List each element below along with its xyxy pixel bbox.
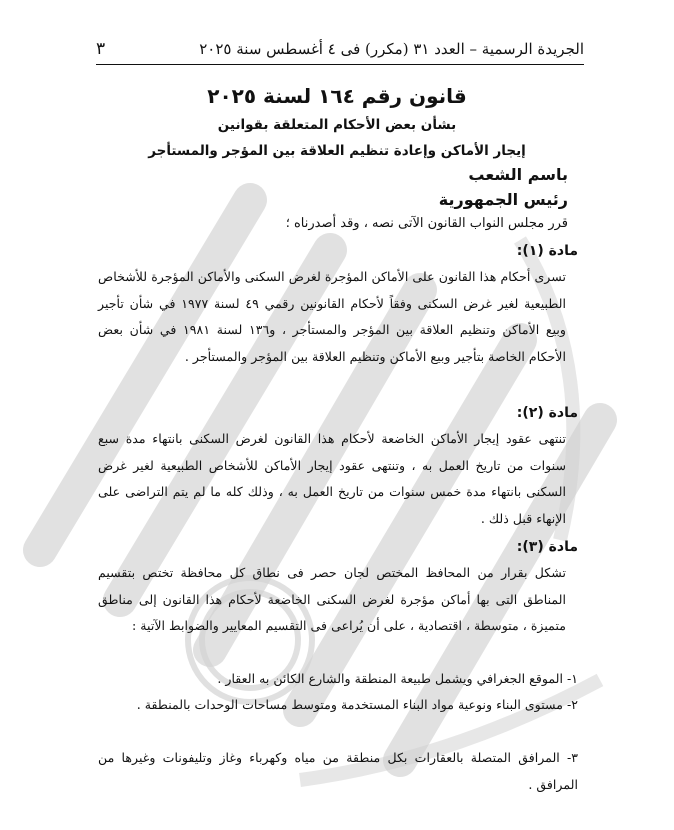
gazette-issue-line: الجريدة الرسمية – العدد ٣١ (مكرر) فى ٤ أغسطس سنة ٢٠٢٥ bbox=[199, 40, 584, 58]
article-2-heading: مادة (٢): bbox=[516, 405, 578, 421]
in-the-name-of-people: باسم الشعب bbox=[468, 165, 568, 184]
law-subtitle-line2: إيجار الأماكن وإعادة تنظيم العلاقة بين المؤجر والمستأجر bbox=[148, 143, 526, 159]
article-3-item-2: ٢- مستوى البناء ونوعية مواد البناء المستخدمة ومتوسط مساحات الوحدات بالمنطقة . bbox=[136, 697, 578, 712]
page-number: ٣ bbox=[96, 39, 106, 59]
article-3-heading: مادة (٣): bbox=[516, 539, 578, 555]
article-2-text: تنتهى عقود إيجار الأماكن الخاضعة لأحكام هذا القانون لغرض السكنى بانتهاء مدة سبع سنوات من تاريخ العمل به ، وتنتهى عقود إيجار الأماكن للأشخاص الطبيعية لغير غرض السكنى بانتهاء مدة خمس سنوات من تاريخ العمل به ، وذلك كله ما لم يتم التراضى على الإنهاء قبل ذلك . bbox=[98, 431, 566, 526]
article-3-item-3: ٣- المرافق المتصلة بالعقارات بكل منطقة من مياه وكهرباء وغاز وتليفونات وغيرها من المرافق . bbox=[98, 750, 578, 792]
header-divider bbox=[96, 64, 584, 65]
article-3-item-1: ١- الموقع الجغرافي ويشمل طبيعة المنطقة والشارع الكائن به العقار . bbox=[217, 671, 578, 686]
preamble: قرر مجلس النواب القانون الآتى نصه ، وقد أصدرناه ؛ bbox=[285, 216, 568, 231]
law-title: قانون رقم ١٦٤ لسنة ٢٠٢٥ bbox=[207, 84, 467, 108]
law-subtitle-line1: بشأن بعض الأحكام المتعلقة بقوانين bbox=[217, 117, 457, 133]
article-3-text: تشكل بقرار من المحافظ المختص لجان حصر فى نطاق كل محافظة تختص بتقسيم المناطق التى بها أماكن مؤجرة لغرض السكنى الخاضعة لأحكام هذا القانون إلى مناطق متميزة ، متوسطة ، اقتصادية ، على أن يُراعى فى التقسيم المعايير والضوابط الآتية : bbox=[98, 565, 566, 633]
page-header bbox=[96, 38, 584, 60]
article-1-text: تسرى أحكام هذا القانون على الأماكن المؤجرة لغرض السكنى والأماكن المؤجرة للأشخاص الطبيعية لغير غرض السكنى وفقاً لأحكام القانونين رقمي ٤٩ لسنة ١٩٧٧ في شأن تأجير وبيع الأماكن وتنظيم العلاقة بين المؤجر والمستأجر ، و١٣٦ لسنة ١٩٨١ في شأن بعض الأحكام الخاصة بتأجير وبيع الأماكن وتنظيم العلاقة بين المؤجر والمستأجر . bbox=[98, 269, 566, 364]
president-title: رئيس الجمهورية bbox=[438, 190, 568, 209]
article-1-heading: مادة (١): bbox=[516, 243, 578, 259]
